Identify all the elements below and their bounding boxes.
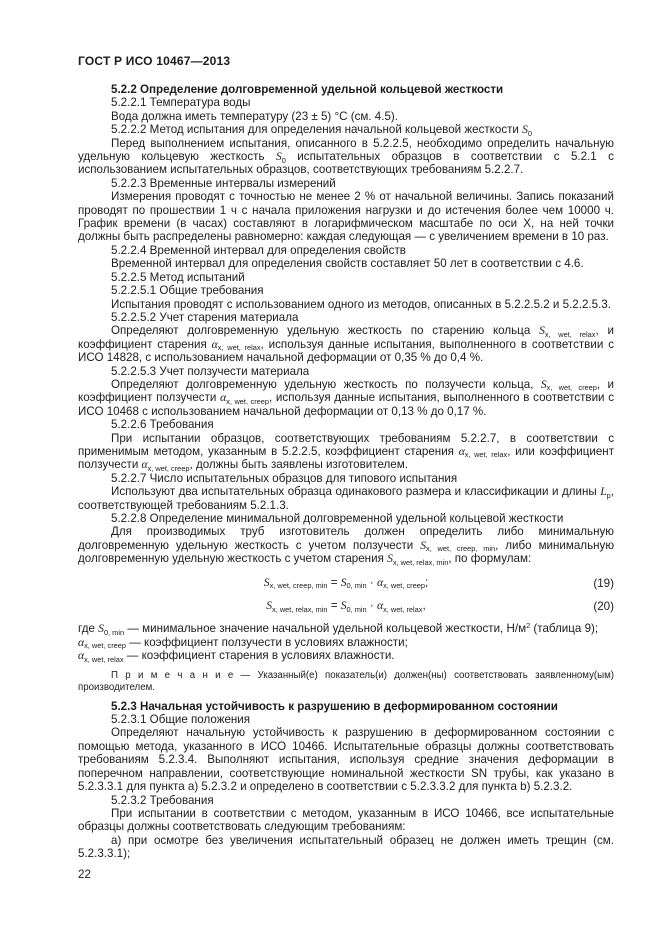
text-run: 2 [526, 621, 531, 631]
text-run: x, wet, relax [84, 654, 124, 664]
math-variable: S [98, 622, 104, 636]
text-run: 0 [281, 155, 286, 165]
math-variable: α [211, 337, 218, 351]
paragraph [78, 137, 614, 177]
text-run: 0, min [103, 627, 125, 637]
paragraph [78, 96, 614, 109]
text-run: 5.2.2 Определение долговременной удельной кольцевой жесткости [111, 83, 504, 96]
math-variable: α [376, 599, 384, 613]
paragraph [78, 244, 614, 257]
text-run: x, wet, relax [383, 604, 423, 614]
text-run: x, wet, creep [226, 396, 270, 406]
section-heading-5-2-2 [78, 83, 614, 96]
text-run: , по формулам: [448, 552, 532, 566]
text-run: Измерения проводят с точностью не менее 2 % от начальной величины. Запись показаний проводят по прошествии 1 ч с начала приложения нагрузки и до истечения более чем 10000 ч. График времени (в часах) составляют в логарифмическом масштабе по оси X, на ней точки должны быть распределены равномерно: каждая следующая — с увеличением времени в 10 раз. [78, 190, 614, 244]
paragraph [78, 713, 614, 726]
text-run: 5.2.2.7 Число испытательных образцов для типового испытания [111, 471, 458, 485]
note [78, 670, 614, 694]
text-run: — коэффициент старения в условиях влажности. [123, 649, 395, 663]
text-run: , или коэффициент ползучести [78, 444, 615, 472]
paragraph [78, 298, 614, 311]
paragraph [78, 432, 614, 472]
math-variable: S [340, 575, 347, 589]
text-run: Вода должна иметь температуру (23 ± 5) °С (см. 4.5). [111, 109, 398, 123]
math-variable: α [458, 444, 465, 458]
text-run: 5.2.2.3 Временные интервалы измерений [111, 176, 336, 190]
paragraph [78, 485, 614, 512]
text-run: Определяют начальную устойчивость к разрушению в деформированном состоянии с помощью метода, указанного в ИСО 10466. Испытательные образцы должны соответствовать требованиям 5.2.3.4. Выполняют испытания, используя средние значения деформации в поперечном направлении, соответствующие номинальной жесткости SN трубы, как указано в 5.2.3.3.1 для пункта а) 5.2.3.2 и определено в соответствии с 5.2.3.3.2 для пункта b) 5.2.3.2. [78, 726, 614, 794]
text-run: 5.2.2.2 Метод испытания для определения начальной кольцевой жесткости [111, 123, 523, 137]
paragraph [78, 525, 614, 565]
text-run: = [327, 599, 341, 613]
text-run: — коэффициент ползучести в условиях влажности; [126, 635, 408, 649]
text-run: 5.2.2.5.2 Учет старения материала [111, 310, 299, 324]
formula-20 [78, 599, 614, 612]
text-run: Определяют долговременную удельную жесткость по ползучести кольца, [111, 377, 541, 391]
text-run: 0, min [346, 604, 367, 614]
text-run: , [422, 599, 426, 613]
paragraph [78, 794, 614, 807]
document-header-title: ГОСТ Р ИСО 10467—2013 [78, 54, 231, 68]
text-run: x, wet, relax, min [272, 604, 328, 614]
paragraph [78, 177, 614, 190]
paragraph [78, 418, 614, 431]
paragraph [78, 649, 614, 662]
math-variable: S [387, 552, 393, 566]
math-variable: S [340, 599, 347, 613]
text-run: x, wet, creep [383, 581, 425, 591]
paragraph [78, 636, 614, 649]
math-variable: S [522, 123, 528, 137]
paragraph [78, 123, 614, 136]
text-run: 5.2.3.1 Общие положения [111, 713, 251, 727]
text-run: · [366, 575, 377, 589]
paragraph [78, 190, 614, 244]
text-run: p [606, 490, 611, 500]
math-variable: S [539, 324, 545, 338]
math-variable: α [141, 458, 148, 472]
math-variable: S [420, 538, 427, 552]
paragraph [78, 512, 614, 525]
text-run: 0, min [346, 581, 367, 591]
section-heading-5-2-3 [78, 700, 614, 713]
paragraph [78, 378, 614, 418]
text-run: — минимальное значение начальной удельной кольцевой жесткости, Н/м [124, 622, 527, 636]
paragraph [78, 726, 614, 793]
paragraph [78, 311, 614, 324]
text-run: , используя данные испытания, выполненного в соответствии с ИСО 10468 с использованием начальной деформации от 0,13 % до 0,17 %. [78, 391, 615, 418]
text-run: Определяют долговременную удельную жесткость по старению кольца [111, 324, 540, 338]
text-run: , должны быть заявлены изготовителем. [189, 458, 408, 472]
text-run: ; [424, 575, 429, 589]
document-body [78, 83, 614, 861]
math-variable: S [263, 575, 270, 589]
text-run: x, wet, creep [147, 463, 190, 473]
text-run: x, wet, creep [546, 383, 597, 393]
text-run: , и коэффициент ползучести [78, 377, 615, 405]
paragraph [78, 284, 614, 297]
formula-19 [78, 576, 614, 589]
math-variable: S [266, 599, 273, 613]
text-run: x, wet, creep, min [426, 544, 496, 554]
paragraph [78, 271, 614, 284]
math-variable: α [220, 391, 227, 405]
text-run: , либо минимальную долговременную удельную жесткость с учетом старения [78, 538, 615, 566]
text-run: 5.2.2.5.1 Общие требования [111, 284, 264, 298]
text-run: x, wet, relax [217, 343, 261, 353]
paragraph [78, 834, 614, 861]
text-run: 5.2.2.8 Определение минимальной долговременной удельной кольцевой жесткости [111, 512, 564, 525]
paragraph [78, 257, 614, 270]
formula-number: (19) [593, 576, 614, 590]
math-variable: S [540, 377, 547, 391]
text-run: 0 [527, 128, 533, 138]
text-run: При испытании образцов, соответствующих требованиям 5.2.2.7, в соответствии с применимым методом, указанным в 5.2.2.5, коэффициент старения [78, 431, 614, 458]
paragraph [78, 365, 614, 378]
paragraph [78, 472, 614, 485]
text-run: (таблица 9); [530, 622, 599, 636]
text-run: , используя данные испытания, выполненного в соответствии с ИСО 14828, с использованием начальной деформации от 0,35 % до 0,4 %. [78, 337, 614, 365]
text-run: где [78, 622, 99, 636]
math-variable: L [600, 485, 607, 499]
math-variable: α [376, 575, 384, 589]
text-run: а) при осмотре без увеличения испытательный образец не должен иметь трещин (см. 5.2.3.3.1); [78, 833, 614, 861]
text-run: Перед выполнением испытания, описанного в 5.2.2.5, необходимо определить начальную удельную кольцевую жесткость [78, 136, 614, 164]
text-run: , и коэффициент старения [78, 324, 615, 351]
formula-number: (20) [593, 600, 614, 614]
text-run: x, wet, creep, min [269, 581, 328, 591]
text-run: , соответствующей требованиям 5.2.1.3. [78, 485, 614, 512]
text-run: Используют два испытательных образца одинакового размера и классификации и длины [111, 485, 601, 499]
math-variable: α [78, 649, 85, 663]
paragraph [78, 622, 614, 635]
text-run: При испытании в соответствии с методом, указанным в ИСО 10466, все испытательные образцы должны соответствовать следующим требованиям: [78, 806, 614, 834]
paragraph [78, 110, 614, 123]
text-run: = [327, 575, 341, 589]
text-run: 5.2.2.6 Требования [111, 418, 214, 432]
text-run: Испытания проводят с использованием одного из методов, описанных в 5.2.2.5.2 и 5.2.2.5.3. [111, 297, 611, 311]
math-variable: α [78, 635, 85, 649]
paragraph [78, 324, 614, 364]
page-number: 22 [78, 867, 91, 881]
math-variable: S [275, 150, 282, 164]
text-run: испытательных образцов в соответствии с 5.2.1 с использованием испытательных образцов, соответствующих требованиям 5.2.2.7. [78, 150, 614, 177]
text-run: Для производимых труб изготовитель должен определить либо минимальную долговременную удельную жесткость с учетом ползучести [78, 525, 614, 552]
text-run: x, wet, relax [544, 329, 596, 339]
text-run: П р и м е ч а н и е — Указанный(е) показатель(и) должен(ны) соответствовать заявленному(ым) производителем. [78, 669, 614, 693]
text-run: Временной интервал для определения свойств составляет 50 лет в соответствии с 4.6. [111, 257, 584, 271]
text-run: 5.2.2.5 Метод испытаний [111, 270, 245, 284]
text-run: x, wet, relax, min [392, 557, 449, 567]
text-run: x, wet, relax [464, 450, 508, 460]
text-run: · [366, 599, 377, 613]
text-run: 5.2.3.2 Требования [111, 793, 214, 807]
paragraph [78, 807, 614, 834]
text-run: x, wet, creep [84, 641, 126, 651]
text-run: 5.2.2.5.3 Учет ползучести материала [111, 364, 310, 378]
text-run: 5.2.2.1 Температура воды [111, 96, 251, 110]
text-run: 5.2.2.4 Временной интервал для определения свойств [111, 243, 406, 257]
text-run: 5.2.3 Начальная устойчивость к разрушению в деформированном состоянии [111, 699, 558, 713]
